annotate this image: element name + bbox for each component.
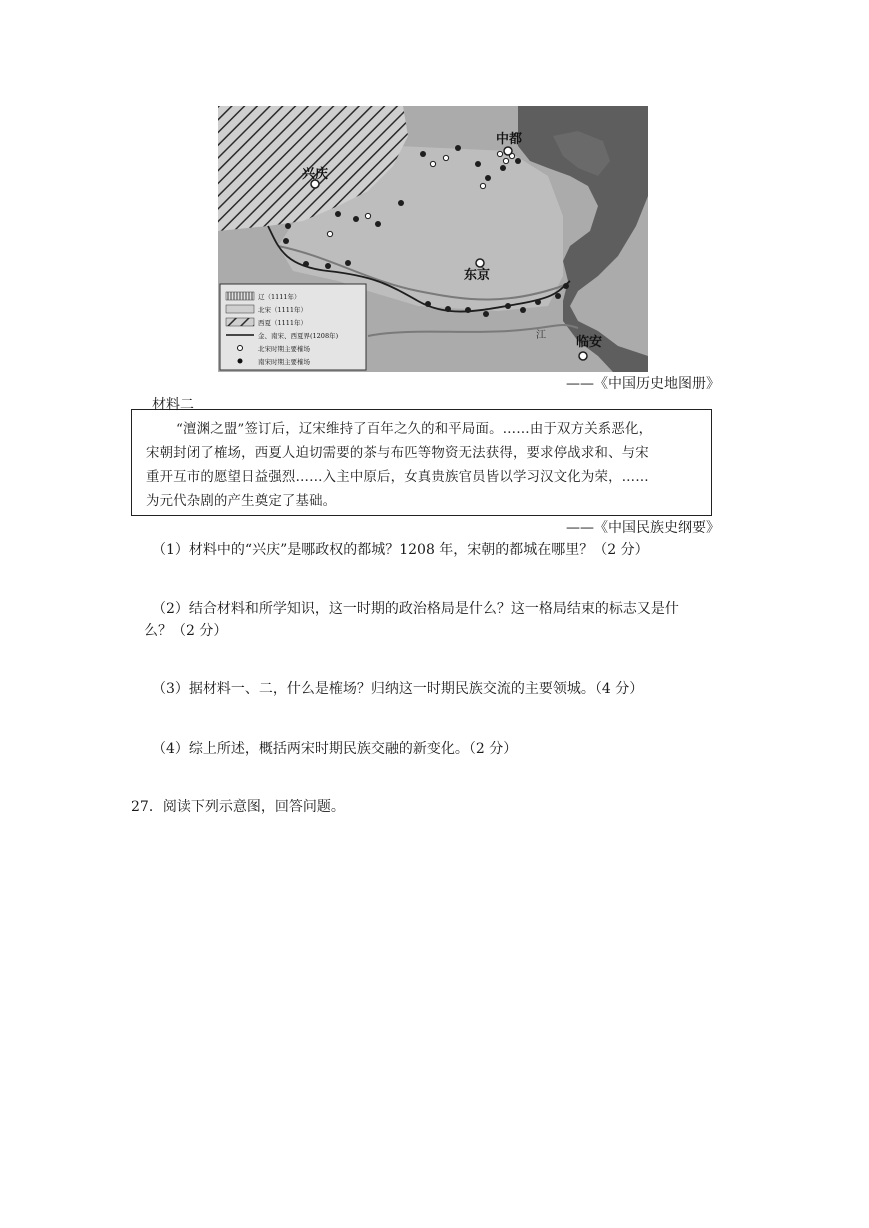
- question-3: （3）据材料一、二，什么是榷场？归纳这一时期民族交流的主要领城。（4 分）: [152, 681, 644, 697]
- question-2-line-2: 么？（2 分）: [144, 623, 228, 639]
- legend-bs-market: 北宋时期主要榷场: [258, 345, 310, 353]
- legend-beisong: 北宋（1111年）: [258, 306, 308, 314]
- map-label-xingqing: 兴庆: [302, 167, 329, 182]
- material2-box: [131, 409, 712, 516]
- legend-ns-market: 南宋时期主要榷场: [258, 358, 310, 366]
- material2-title: 材料二: [152, 397, 194, 413]
- map-legend: [220, 284, 366, 370]
- map-label-dongjing: 东京: [464, 268, 491, 283]
- question-2-line-1: （2）结合材料和所学知识，这一时期的政治格局是什么？这一格局结束的标志又是什: [152, 601, 679, 617]
- question-1: （1）材料中的“兴庆”是哪政权的都城？1208 年，宋朝的都城在哪里？（2 分）: [152, 542, 649, 558]
- map-label-jiang: 江: [536, 330, 546, 341]
- material2-line-4: 为元代杂剧的产生奠定了基础。: [146, 494, 337, 509]
- legend-border: 金、南宋、西夏界(1208年): [258, 332, 339, 340]
- question-4: （4）综上所述，概括两宋时期民族交融的新变化。（2 分）: [152, 741, 518, 757]
- legend-xixia: 西夏（1111年）: [258, 319, 308, 327]
- legend-liao: 辽（1111年）: [258, 293, 301, 301]
- map-label-zhongdu: 中都: [496, 132, 523, 147]
- map-label-linan: 临安: [576, 335, 603, 350]
- source-ethnic-history: ——《中国民族史纲要》: [566, 520, 720, 536]
- material2-line-1: “澶渊之盟”签订后，辽宋维持了百年之久的和平局面。……由于双方关系恶化，: [176, 422, 653, 437]
- material2-line-2: 宋朝封闭了榷场，西夏人迫切需要的茶与布匹等物资无法获得，要求停战求和、与宋: [146, 446, 649, 461]
- source-map-atlas: ——《中国历史地图册》: [566, 376, 720, 392]
- material2-line-3: 重开互市的愿望日益强烈……入主中原后，女真贵族官员皆以学习汉文化为荣，……: [146, 470, 649, 485]
- historical-map: [218, 106, 648, 372]
- question-27: 27．阅读下列示意图，回答问题。: [131, 799, 345, 815]
